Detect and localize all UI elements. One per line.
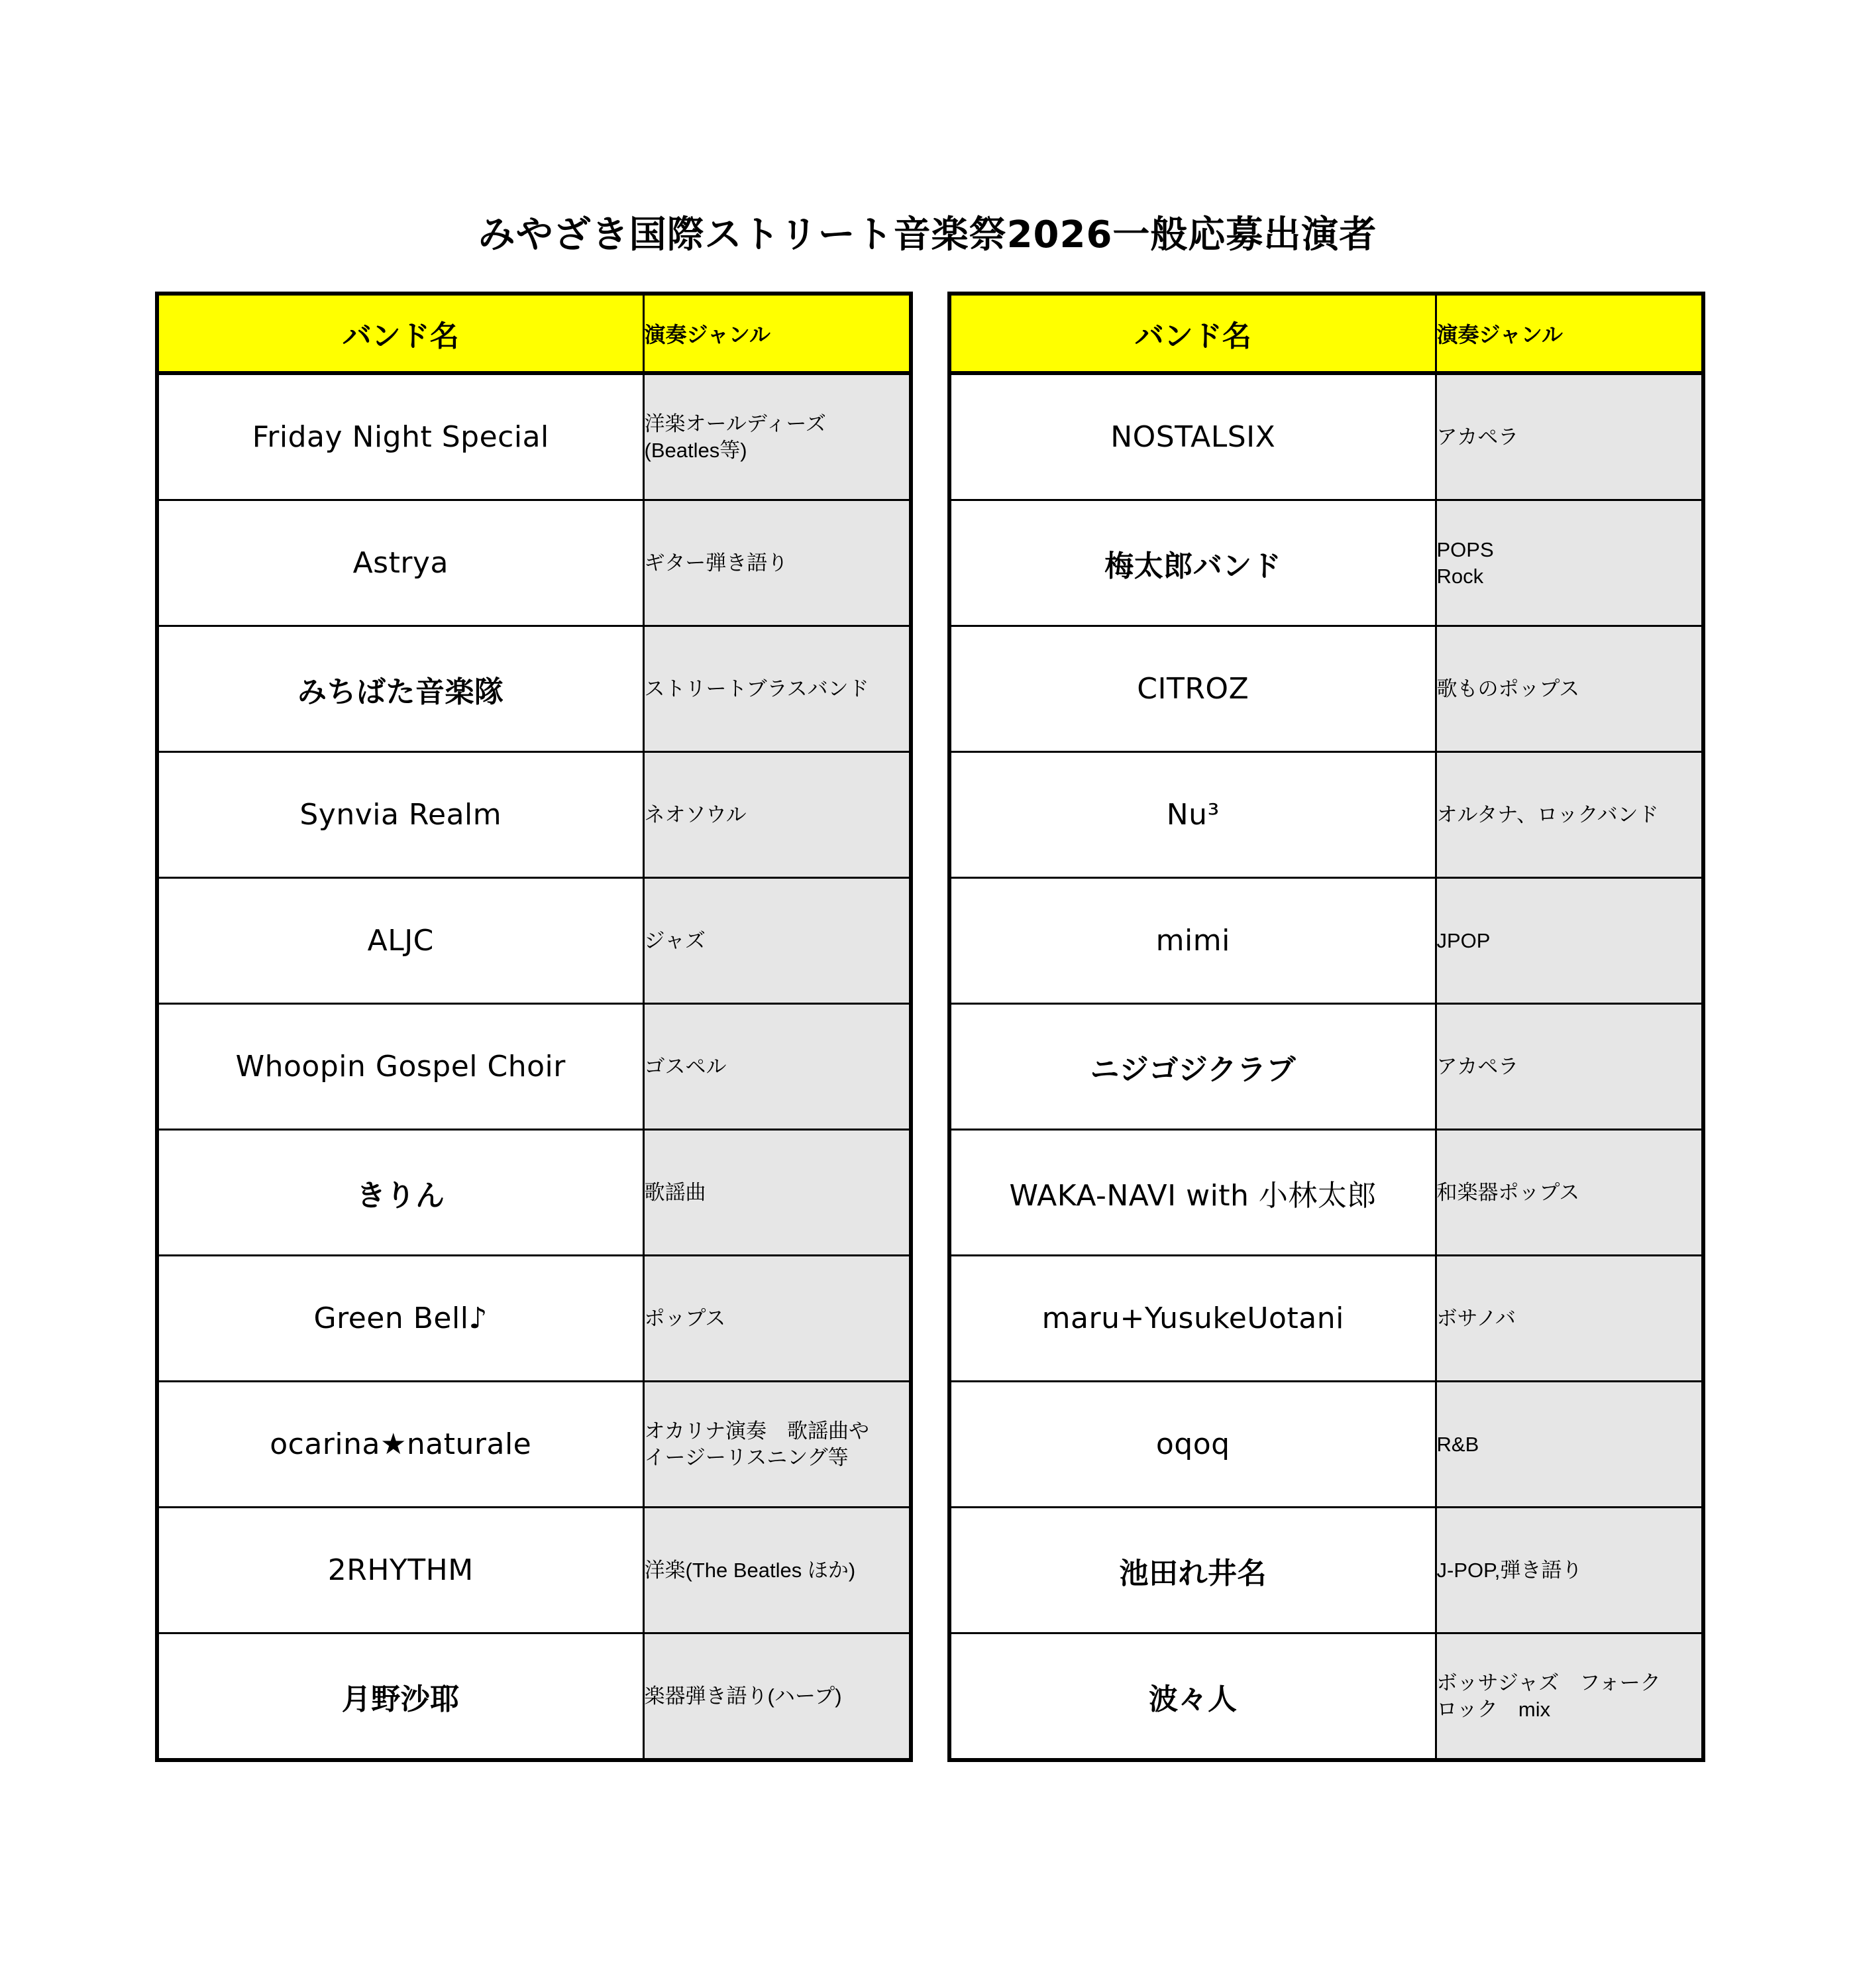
band-genre: ボサノバ bbox=[1436, 1256, 1703, 1382]
table-row bbox=[949, 1508, 1703, 1633]
band-genre: R&B bbox=[1436, 1382, 1703, 1508]
band-name: 池田れ井名 bbox=[949, 1508, 1436, 1633]
band-name: mimi bbox=[949, 878, 1436, 1004]
band-genre: POPS Rock bbox=[1436, 500, 1703, 626]
band-genre: JPOP bbox=[1436, 878, 1703, 1004]
table-row bbox=[949, 1130, 1703, 1256]
band-name: Nu³ bbox=[949, 752, 1436, 878]
lineup-table-right bbox=[947, 292, 1705, 1762]
header-genre: 演奏ジャンル bbox=[1436, 294, 1703, 373]
table-header-row bbox=[157, 294, 911, 373]
band-genre: ポップス bbox=[643, 1256, 911, 1382]
band-name: ニジゴジクラブ bbox=[949, 1004, 1436, 1130]
band-name: Astrya bbox=[157, 500, 643, 626]
band-genre: 歌ものポップス bbox=[1436, 626, 1703, 752]
band-name: NOSTALSIX bbox=[949, 373, 1436, 500]
table-row bbox=[157, 500, 911, 626]
table-row bbox=[949, 1633, 1703, 1761]
band-genre: ジャズ bbox=[643, 878, 911, 1004]
band-name: 波々人 bbox=[949, 1633, 1436, 1761]
table-row bbox=[157, 1004, 911, 1130]
band-genre: アカペラ bbox=[1436, 373, 1703, 500]
table-row bbox=[157, 626, 911, 752]
header-genre: 演奏ジャンル bbox=[643, 294, 911, 373]
table-row bbox=[949, 500, 1703, 626]
band-genre: 洋楽(The Beatles ほか) bbox=[643, 1508, 911, 1633]
table-row bbox=[157, 1130, 911, 1256]
band-genre: J-POP,弾き語り bbox=[1436, 1508, 1703, 1633]
band-genre: オカリナ演奏 歌謡曲や イージーリスニング等 bbox=[643, 1382, 911, 1508]
band-genre: ネオソウル bbox=[643, 752, 911, 878]
table-row bbox=[949, 1004, 1703, 1130]
band-name: CITROZ bbox=[949, 626, 1436, 752]
lineup-table-left bbox=[155, 292, 913, 1762]
band-genre: アカペラ bbox=[1436, 1004, 1703, 1130]
band-genre: ストリートブラスバンド bbox=[643, 626, 911, 752]
band-name: Synvia Realm bbox=[157, 752, 643, 878]
band-name: Friday Night Special bbox=[157, 373, 643, 500]
table-row bbox=[157, 1633, 911, 1761]
band-name: 梅太郎バンド bbox=[949, 500, 1436, 626]
table-row bbox=[157, 1382, 911, 1508]
table-row bbox=[157, 373, 911, 500]
table-row bbox=[949, 1256, 1703, 1382]
band-name: 2RHYTHM bbox=[157, 1508, 643, 1633]
band-name: Whoopin Gospel Choir bbox=[157, 1004, 643, 1130]
table-row bbox=[949, 373, 1703, 500]
table-row bbox=[949, 878, 1703, 1004]
band-genre: 歌謡曲 bbox=[643, 1130, 911, 1256]
band-name: ocarina★naturale bbox=[157, 1382, 643, 1508]
table-header-row bbox=[949, 294, 1703, 373]
band-genre: オルタナ、ロックバンド bbox=[1436, 752, 1703, 878]
table-row bbox=[157, 878, 911, 1004]
table-row bbox=[949, 1382, 1703, 1508]
band-name: maru+YusukeUotani bbox=[949, 1256, 1436, 1382]
band-genre: ギター弾き語り bbox=[643, 500, 911, 626]
header-band-name: バンド名 bbox=[949, 294, 1436, 373]
band-name: きりん bbox=[157, 1130, 643, 1256]
page-title: みやざき国際ストリート音楽祭2026一般応募出演者 bbox=[478, 213, 1377, 256]
band-name: oqoq bbox=[949, 1382, 1436, 1508]
band-genre: 洋楽オールディーズ (Beatles等) bbox=[643, 373, 911, 500]
band-name: 月野沙耶 bbox=[157, 1633, 643, 1761]
band-name: WAKA-NAVI with 小林太郎 bbox=[949, 1130, 1436, 1256]
band-name: Green Bell♪ bbox=[157, 1256, 643, 1382]
band-genre: ボッサジャズ フォーク ロック mix bbox=[1436, 1633, 1703, 1761]
band-name: みちばた音楽隊 bbox=[157, 626, 643, 752]
table-row bbox=[157, 1256, 911, 1382]
table-row bbox=[157, 1508, 911, 1633]
band-genre: ゴスペル bbox=[643, 1004, 911, 1130]
band-name: ALJC bbox=[157, 878, 643, 1004]
table-row bbox=[157, 752, 911, 878]
band-genre: 楽器弾き語り(ハープ) bbox=[643, 1633, 911, 1761]
header-band-name: バンド名 bbox=[157, 294, 643, 373]
band-genre: 和楽器ポップス bbox=[1436, 1130, 1703, 1256]
table-row bbox=[949, 626, 1703, 752]
table-row bbox=[949, 752, 1703, 878]
